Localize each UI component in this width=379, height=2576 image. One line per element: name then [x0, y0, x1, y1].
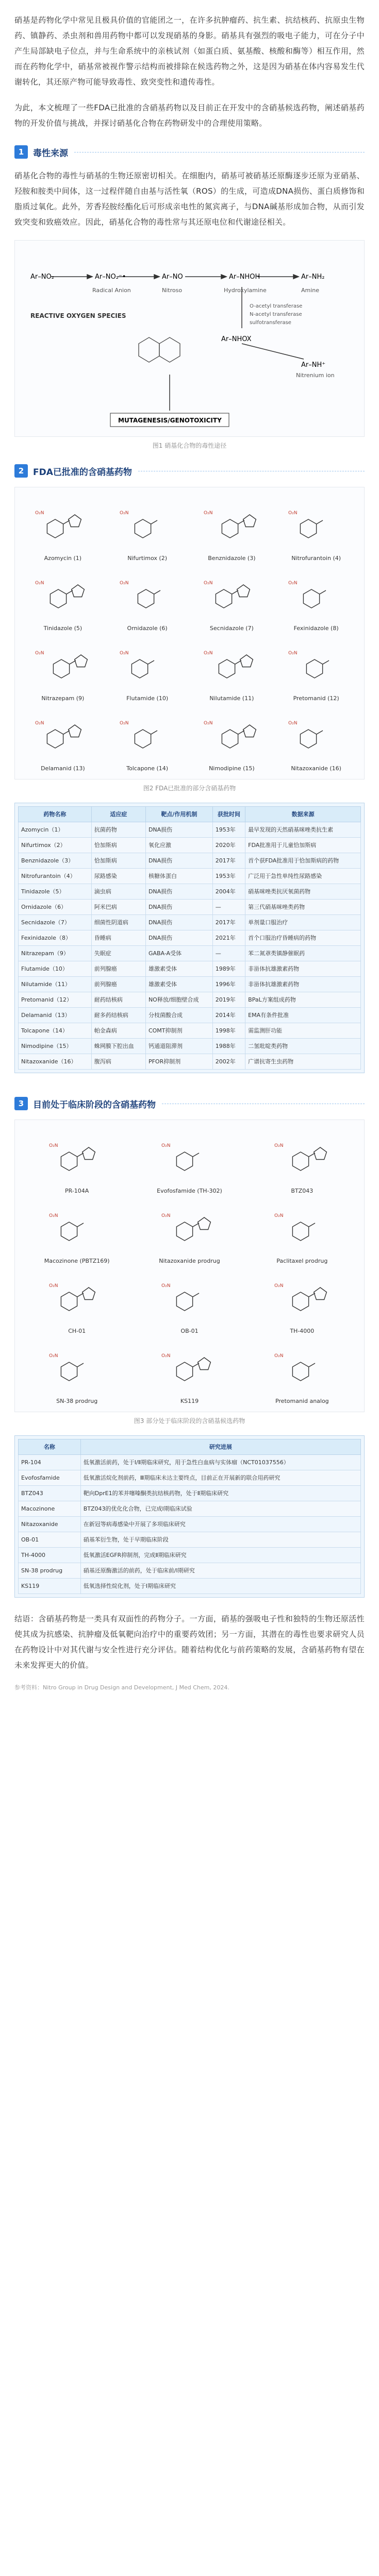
- svg-text:O₂N: O₂N: [119, 511, 129, 516]
- table-row: [19, 838, 361, 853]
- table-cell: Delamanid（13）: [19, 1008, 92, 1023]
- table-row: [19, 1023, 361, 1039]
- molecule-card: [22, 495, 104, 562]
- molecule-card: [107, 635, 188, 702]
- svg-text:Ar–NO₂: Ar–NO₂: [30, 273, 54, 281]
- molecule-card: [135, 1267, 244, 1334]
- table-cell: 低氧激活前药，处于Ⅰ/Ⅱ期临床研究，用于急性白血病与实体瘤（NCT01037556）: [80, 1455, 360, 1470]
- svg-text:O₂N: O₂N: [49, 1353, 58, 1359]
- table-cell: NO释放/细胞壁合成: [145, 992, 212, 1008]
- label-ros: REACTIVE OXYGEN SPECIES: [30, 312, 126, 319]
- molecule-structure-icon: [32, 714, 94, 763]
- svg-text:O₂N: O₂N: [35, 581, 44, 586]
- figure-3-molecule-grid: [14, 1120, 365, 1412]
- table-cell: 低氧选择性烷化剂，处于Ⅰ期临床研究: [80, 1579, 360, 1594]
- table-cell: 雄激素受体: [145, 977, 212, 992]
- table-cell: 分枝菌酸合成: [145, 1008, 212, 1023]
- table-cell: Azomycin（1）: [19, 822, 92, 838]
- molecule-structure-icon: [201, 714, 262, 763]
- molecule-structure-icon: [285, 644, 347, 693]
- molecule-structure-icon: [117, 714, 178, 763]
- molecule-card: [248, 1267, 357, 1334]
- molecule-structure-icon: [271, 1347, 333, 1396]
- table-cell: 恰加斯病: [91, 838, 145, 853]
- table-cell: 非甾体抗雄激素药物: [245, 977, 361, 992]
- molecule-card: [248, 1337, 357, 1404]
- table-cell: 失眠症: [91, 946, 145, 961]
- molecule-structure-icon: [46, 1137, 108, 1185]
- figure-1-caption: 图1 硝基化合物的毒性途径: [152, 442, 227, 449]
- molecule-card: [22, 1267, 131, 1334]
- molecule-label: Paclitaxel prodrug: [276, 1258, 328, 1264]
- section-number: 2: [14, 464, 28, 478]
- molecule-label: Tolcapone (14): [126, 765, 169, 772]
- svg-text:O₂N: O₂N: [204, 511, 213, 516]
- label-radical-anion: Radical Anion: [92, 287, 131, 294]
- approved-drugs-table: [18, 806, 361, 1070]
- table-cell: BPaL方案组成药物: [245, 992, 361, 1008]
- label-enzyme-3: sulfotransferase: [250, 320, 291, 326]
- table-row: [19, 869, 361, 884]
- table-row: [19, 1008, 361, 1023]
- molecule-card: [22, 635, 104, 702]
- section-title: 目前处于临床阶段的含硝基药物: [33, 1099, 156, 1110]
- molecule-label: Nifurtimox (2): [127, 555, 167, 562]
- molecule-label: Nitrofurantoin (4): [291, 555, 341, 562]
- table-cell: DNA损伤: [145, 884, 212, 900]
- section-header-2: [14, 464, 365, 478]
- table-cell: COMT抑制剂: [145, 1023, 212, 1039]
- svg-text:O₂N: O₂N: [288, 511, 298, 516]
- column-header: 数据来源: [245, 807, 361, 822]
- table-cell: 1953年: [212, 869, 245, 884]
- molecule-card: [107, 495, 188, 562]
- table-cell: 钙通道阻滞剂: [145, 1039, 212, 1054]
- table-cell: SN-38 prodrug: [19, 1563, 81, 1579]
- table-cell: Flutamide（10）: [19, 961, 92, 977]
- molecule-label: TH-4000: [290, 1328, 315, 1334]
- molecule-card: [135, 1127, 244, 1194]
- clinical-candidates-table: [18, 1439, 361, 1594]
- molecule-card: [22, 1337, 131, 1404]
- molecule-label: Macozinone (PBTZ169): [44, 1258, 110, 1264]
- table-cell: 2019年: [212, 992, 245, 1008]
- svg-text:O₂N: O₂N: [49, 1143, 58, 1148]
- table-cell: 抗菌药物: [91, 822, 145, 838]
- pathway-diagram: [15, 241, 364, 436]
- table-2-container: [14, 1435, 365, 1598]
- table-cell: 细菌性阴道病: [91, 915, 145, 930]
- column-header: 靶点/作用机制: [145, 807, 212, 822]
- table-row: [19, 853, 361, 869]
- column-header: 药物名称: [19, 807, 92, 822]
- molecule-structure-icon: [117, 644, 178, 693]
- figure-2-molecule-grid: [14, 487, 365, 779]
- table-cell: Fexinidazole（8）: [19, 930, 92, 946]
- table-cell: 广谱抗寄生虫药物: [245, 1054, 361, 1070]
- molecule-card: [275, 705, 357, 772]
- svg-text:Ar–NHOH: Ar–NHOH: [229, 273, 260, 281]
- molecule-structure-icon: [32, 644, 94, 693]
- molecule-card: [135, 1337, 244, 1404]
- table-row: [19, 961, 361, 977]
- molecule-label: Nimodipine (15): [209, 765, 255, 772]
- table-row: [19, 977, 361, 992]
- table-cell: Ornidazole（6）: [19, 900, 92, 915]
- table-row: [19, 1455, 361, 1470]
- section-header-1: [14, 145, 365, 159]
- table-row: [19, 822, 361, 838]
- table-cell: 尿路感染: [91, 869, 145, 884]
- molecule-card: [107, 705, 188, 772]
- molecule-label: Flutamide (10): [126, 695, 169, 702]
- table-cell: DNA损伤: [145, 900, 212, 915]
- svg-text:O₂N: O₂N: [35, 721, 44, 726]
- molecule-label: Fexinidazole (8): [293, 625, 339, 632]
- molecule-structure-icon: [285, 504, 347, 553]
- molecule-structure-icon: [158, 1347, 220, 1396]
- svg-text:O₂N: O₂N: [204, 721, 213, 726]
- table-cell: Nilutamide（11）: [19, 977, 92, 992]
- table-cell: 氧化应激: [145, 838, 212, 853]
- molecule-card: [191, 565, 273, 632]
- molecule-label: Nitazoxanide prodrug: [159, 1258, 220, 1264]
- table-cell: 滴虫病: [91, 884, 145, 900]
- table-cell: FDA批准用于儿童恰加斯病: [245, 838, 361, 853]
- table-row: [19, 1532, 361, 1548]
- molecule-label: OB-01: [180, 1328, 199, 1334]
- svg-text:O₂N: O₂N: [288, 651, 298, 656]
- molecule-structure-icon: [285, 574, 347, 623]
- table-cell: 苯二氮䓬类镇静催眠药: [245, 946, 361, 961]
- table-cell: DNA损伤: [145, 930, 212, 946]
- molecule-label: Pretomanid analog: [275, 1398, 329, 1404]
- table-row: [19, 1039, 361, 1054]
- molecule-structure-icon: [32, 574, 94, 623]
- label-result: MUTAGENESIS/GENOTOXICITY: [118, 417, 222, 424]
- molecule-card: [22, 705, 104, 772]
- table-cell: 耐药结核病: [91, 992, 145, 1008]
- table-cell: PFOR抑制剂: [145, 1054, 212, 1070]
- table-cell: 广泛用于急性单纯性尿路感染: [245, 869, 361, 884]
- molecule-label: CH-01: [68, 1328, 86, 1334]
- table-cell: KS119: [19, 1579, 81, 1594]
- molecule-structure-icon: [271, 1207, 333, 1256]
- molecule-structure-icon: [158, 1207, 220, 1256]
- molecule-structure-icon: [271, 1137, 333, 1185]
- molecule-structure-icon: [117, 504, 178, 553]
- table-cell: 单剂量口服治疗: [245, 915, 361, 930]
- figure-3-caption: 图3 部分处于临床阶段的含硝基候选药物: [134, 1417, 245, 1425]
- table-row: [19, 1501, 361, 1517]
- molecule-card: [248, 1127, 357, 1194]
- table-row: [19, 1054, 361, 1070]
- table-cell: Evofosfamide: [19, 1470, 81, 1486]
- section-number: 1: [14, 145, 28, 159]
- table-cell: 2002年: [212, 1054, 245, 1070]
- table-cell: 需监测肝功能: [245, 1023, 361, 1039]
- label-amine: Amine: [301, 287, 320, 294]
- table-cell: 2014年: [212, 1008, 245, 1023]
- table-cell: DNA损伤: [145, 853, 212, 869]
- molecule-grid: [15, 1120, 364, 1412]
- table-cell: 帕金森病: [91, 1023, 145, 1039]
- table-cell: GABA-A受体: [145, 946, 212, 961]
- table-cell: —: [212, 946, 245, 961]
- table-row: [19, 884, 361, 900]
- table-cell: Nifurtimox（2）: [19, 838, 92, 853]
- table-cell: Tolcapone（14）: [19, 1023, 92, 1039]
- table-cell: 2021年: [212, 930, 245, 946]
- table-cell: 2004年: [212, 884, 245, 900]
- column-header: 名称: [19, 1439, 81, 1455]
- table-row: [19, 1517, 361, 1532]
- molecule-label: Secnidazole (7): [209, 625, 254, 632]
- column-header: 研究进展: [80, 1439, 360, 1455]
- svg-text:Ar–NO₂⁻•: Ar–NO₂⁻•: [95, 273, 126, 281]
- molecule-label: Pretomanid (12): [293, 695, 339, 702]
- molecule-card: [275, 635, 357, 702]
- table-cell: 在新冠等病毒感染中开展了多项临床研究: [80, 1517, 360, 1532]
- table-cell: Tinidazole（5）: [19, 884, 92, 900]
- conclusion-paragraph: 结语：含硝基药物是一类具有双面性的药物分子。一方面，硝基的强吸电子性和独特的生物还原活性使其成为抗感染、抗肿瘤及低氧靶向治疗中的重要药效团；另一方面，其潜在的毒性也要求研究人员在药物设计中对其代谢与安全性进行充分评估。随着结构优化与前药策略的发展，含硝基药物有望在未来发挥更大的价值。: [14, 1614, 365, 1670]
- table-cell: DNA损伤: [145, 822, 212, 838]
- table-cell: 1998年: [212, 1023, 245, 1039]
- table-row: [19, 1579, 361, 1594]
- table-cell: Nitazoxanide: [19, 1517, 81, 1532]
- molecule-label: Azomycin (1): [44, 555, 82, 562]
- label-enzyme-2: N-acetyl transferase: [250, 312, 302, 317]
- svg-text:O₂N: O₂N: [49, 1213, 58, 1218]
- svg-text:O₂N: O₂N: [119, 651, 129, 656]
- table-row: [19, 900, 361, 915]
- svg-text:O₂N: O₂N: [204, 581, 213, 586]
- molecule-structure-icon: [201, 574, 262, 623]
- section-number: 3: [14, 1097, 28, 1110]
- molecule-structure-icon: [158, 1277, 220, 1326]
- intro-paragraph-2: 为此，本文梳理了一些FDA已批准的含硝基药物以及目前正在开发中的含硝基候选药物，阐述硝基药物的开发价值与挑战，并探讨硝基化合物在药物研发中的合理使用策略。: [14, 103, 365, 128]
- table-cell: 2017年: [212, 915, 245, 930]
- molecule-label: PR-104A: [65, 1188, 89, 1194]
- svg-text:Ar–NO: Ar–NO: [162, 273, 183, 281]
- molecule-structure-icon: [46, 1207, 108, 1256]
- molecule-card: [248, 1197, 357, 1264]
- figure-2-caption: 图2 FDA已批准的部分含硝基药物: [143, 785, 236, 792]
- table-row: [19, 915, 361, 930]
- molecule-label: BTZ043: [291, 1188, 314, 1194]
- table-cell: 雄激素受体: [145, 961, 212, 977]
- table-cell: 硝基苯衍生物，处于早期临床阶段: [80, 1532, 360, 1548]
- molecule-label: KS119: [180, 1398, 199, 1404]
- molecule-label: Delamanid (13): [41, 765, 85, 772]
- table-cell: 1996年: [212, 977, 245, 992]
- table-cell: Nimodipine（15）: [19, 1039, 92, 1054]
- svg-text:Ar–NH₂: Ar–NH₂: [301, 273, 325, 281]
- molecule-label: Ornidazole (6): [127, 625, 168, 632]
- table-cell: 首个获FDA批准用于恰加斯病的药物: [245, 853, 361, 869]
- table-cell: 阿米巴病: [91, 900, 145, 915]
- table-cell: 2017年: [212, 853, 245, 869]
- table-cell: 二氢吡啶类药物: [245, 1039, 361, 1054]
- molecule-card: [191, 705, 273, 772]
- table-cell: 硝基还原酶激活的前药，处于临床前/Ⅰ期研究: [80, 1563, 360, 1579]
- table-cell: Nitazoxanide（16）: [19, 1054, 92, 1070]
- molecule-grid: [15, 487, 364, 779]
- section-title: 毒性来源: [33, 148, 68, 159]
- table-row: [19, 946, 361, 961]
- table-row: [19, 1486, 361, 1501]
- molecule-structure-icon: [201, 644, 262, 693]
- molecule-card: [107, 565, 188, 632]
- molecule-structure-icon: [271, 1277, 333, 1326]
- table-cell: 硝基咪唑类抗厌氧菌药物: [245, 884, 361, 900]
- table-cell: 前列腺癌: [91, 977, 145, 992]
- table-cell: TH-4000: [19, 1548, 81, 1563]
- molecule-label: Benznidazole (3): [208, 555, 256, 562]
- table-1-container: [14, 803, 365, 1073]
- table-cell: 首个口服治疗昏睡病的药物: [245, 930, 361, 946]
- svg-text:O₂N: O₂N: [204, 651, 213, 656]
- table-cell: BTZ043: [19, 1486, 81, 1501]
- svg-text:O₂N: O₂N: [35, 651, 44, 656]
- table-row: [19, 992, 361, 1008]
- table-cell: 前列腺癌: [91, 961, 145, 977]
- table-row: [19, 1548, 361, 1563]
- column-header: 适应症: [91, 807, 145, 822]
- table-cell: Nitrofurantoin（4）: [19, 869, 92, 884]
- svg-text:O₂N: O₂N: [274, 1353, 284, 1359]
- table-row: [19, 1470, 361, 1486]
- molecule-card: [275, 565, 357, 632]
- molecule-structure-icon: [201, 504, 262, 553]
- intro-paragraph-1: 硝基是药物化学中常见且极具价值的官能团之一，在许多抗肿瘤药、抗生素、抗结核药、抗原虫生物药、镇静药、杀虫剂和兽用药物中都可以发现硝基的身影。硝基具有强烈的吸电子能力，可在分子中产生局部缺电子位点，并与生命系统中的亲核试剂（如蛋白质、氨基酸、核酸和酶等）相互作用，然而在药物化学中，硝基常被视作警示结构而被排除在候选药物之外，这是因为硝基在体内容易发生代谢转化，其还原产物可能导致毒性、致突变性和遗传毒性。: [14, 15, 365, 87]
- svg-text:O₂N: O₂N: [161, 1353, 171, 1359]
- svg-text:O₂N: O₂N: [161, 1143, 171, 1148]
- molecule-card: [22, 565, 104, 632]
- table-cell: 耐多药结核病: [91, 1008, 145, 1023]
- svg-text:O₂N: O₂N: [119, 721, 129, 726]
- table-cell: OB-01: [19, 1532, 81, 1548]
- molecule-label: Nilutamide (11): [209, 695, 254, 702]
- molecule-label: SN-38 prodrug: [56, 1398, 98, 1404]
- table-cell: DNA损伤: [145, 915, 212, 930]
- svg-text:O₂N: O₂N: [161, 1283, 171, 1289]
- label-nitrenium: Nitrenium ion: [296, 372, 335, 379]
- table-cell: 最早发现的天然硝基咪唑类抗生素: [245, 822, 361, 838]
- molecule-card: [135, 1197, 244, 1264]
- table-cell: 昏睡病: [91, 930, 145, 946]
- molecule-card: [191, 635, 273, 702]
- table-cell: Benznidazole（3）: [19, 853, 92, 869]
- molecule-structure-icon: [46, 1347, 108, 1396]
- svg-text:Ar–NH⁺: Ar–NH⁺: [301, 361, 326, 369]
- table-cell: 1989年: [212, 961, 245, 977]
- table-cell: 恰加斯病: [91, 853, 145, 869]
- svg-text:O₂N: O₂N: [274, 1143, 284, 1148]
- svg-text:O₂N: O₂N: [288, 721, 298, 726]
- table-cell: 核糖体蛋白: [145, 869, 212, 884]
- svg-text:Ar–NHOX: Ar–NHOX: [221, 335, 252, 343]
- label-enzyme-1: O-acetyl transferase: [250, 303, 303, 309]
- molecule-label: Nitrazepam (9): [41, 695, 85, 702]
- table-cell: EMA有条件批准: [245, 1008, 361, 1023]
- molecule-structure-icon: [117, 574, 178, 623]
- table-cell: 低氧激活EGFR抑制剂，完成Ⅱ期临床研究: [80, 1548, 360, 1563]
- column-header: 获批时间: [212, 807, 245, 822]
- section1-paragraph: 硝基化合物的毒性与硝基的生物还原密切相关。在细胞内，硝基可被硝基还原酶逐步还原为亚硝基、羟胺和胺类中间体，这一过程伴随自由基与活性氧（ROS）的生成，可造成DNA损伤、蛋白质修饰和脂质过氧化。此外，芳香羟胺经酯化后可形成亲电性的氮宾离子，与DNA碱基形成加合物，从而引发致突变和致癌效应。因此，硝基化合物的毒性常与其还原电位和代谢途径相关。: [14, 171, 365, 227]
- svg-text:O₂N: O₂N: [35, 511, 44, 516]
- table-cell: 第三代硝基咪唑类药物: [245, 900, 361, 915]
- svg-text:O₂N: O₂N: [119, 581, 129, 586]
- section-header-3: [14, 1097, 365, 1110]
- table-cell: Nitrazepam（9）: [19, 946, 92, 961]
- molecule-card: [191, 495, 273, 562]
- molecule-structure-icon: [158, 1137, 220, 1185]
- label-hydroxylamine: Hydroxylamine: [224, 287, 267, 294]
- table-cell: 1953年: [212, 822, 245, 838]
- table-cell: Macozinone: [19, 1501, 81, 1517]
- svg-text:O₂N: O₂N: [49, 1283, 58, 1289]
- figure-1-toxicity-pathway: [14, 240, 365, 437]
- molecule-structure-icon: [46, 1277, 108, 1326]
- table-cell: 低氧激活烷化剂前药，Ⅲ期临床未达主要终点，目前正在开展新的联合用药研究: [80, 1470, 360, 1486]
- label-nitroso: Nitroso: [162, 287, 183, 294]
- molecule-label: Evofosfamide (TH-302): [157, 1188, 222, 1194]
- table-cell: Secnidazole（7）: [19, 915, 92, 930]
- molecule-card: [22, 1197, 131, 1264]
- molecule-card: [22, 1127, 131, 1194]
- section-title: FDA已批准的含硝基药物: [33, 467, 132, 478]
- table-cell: 蛛网膜下腔出血: [91, 1039, 145, 1054]
- table-cell: 腹泻病: [91, 1054, 145, 1070]
- molecule-structure-icon: [285, 714, 347, 763]
- svg-text:O₂N: O₂N: [274, 1283, 284, 1289]
- svg-text:O₂N: O₂N: [161, 1213, 171, 1218]
- table-cell: 2020年: [212, 838, 245, 853]
- references-footer: 参考资料：Nitro Group in Drug Design and Development, J Med Chem, 2024.: [14, 1684, 229, 1691]
- molecule-card: [275, 495, 357, 562]
- molecule-label: Tinidazole (5): [43, 625, 83, 632]
- molecule-label: Nitazoxanide (16): [291, 765, 341, 772]
- molecule-structure-icon: [32, 504, 94, 553]
- table-cell: Pretomanid（12）: [19, 992, 92, 1008]
- table-cell: 非甾体抗雄激素药物: [245, 961, 361, 977]
- svg-text:O₂N: O₂N: [274, 1213, 284, 1218]
- table-cell: 靶向DprE1的苯并噻嗪酮类抗结核药物，处于Ⅱ期临床研究: [80, 1486, 360, 1501]
- table-cell: PR-104: [19, 1455, 81, 1470]
- table-cell: BTZ043的优化化合物，已完成Ⅰ期临床试验: [80, 1501, 360, 1517]
- table-cell: 1988年: [212, 1039, 245, 1054]
- table-cell: —: [212, 900, 245, 915]
- table-row: [19, 1563, 361, 1579]
- svg-text:O₂N: O₂N: [288, 581, 298, 586]
- table-row: [19, 930, 361, 946]
